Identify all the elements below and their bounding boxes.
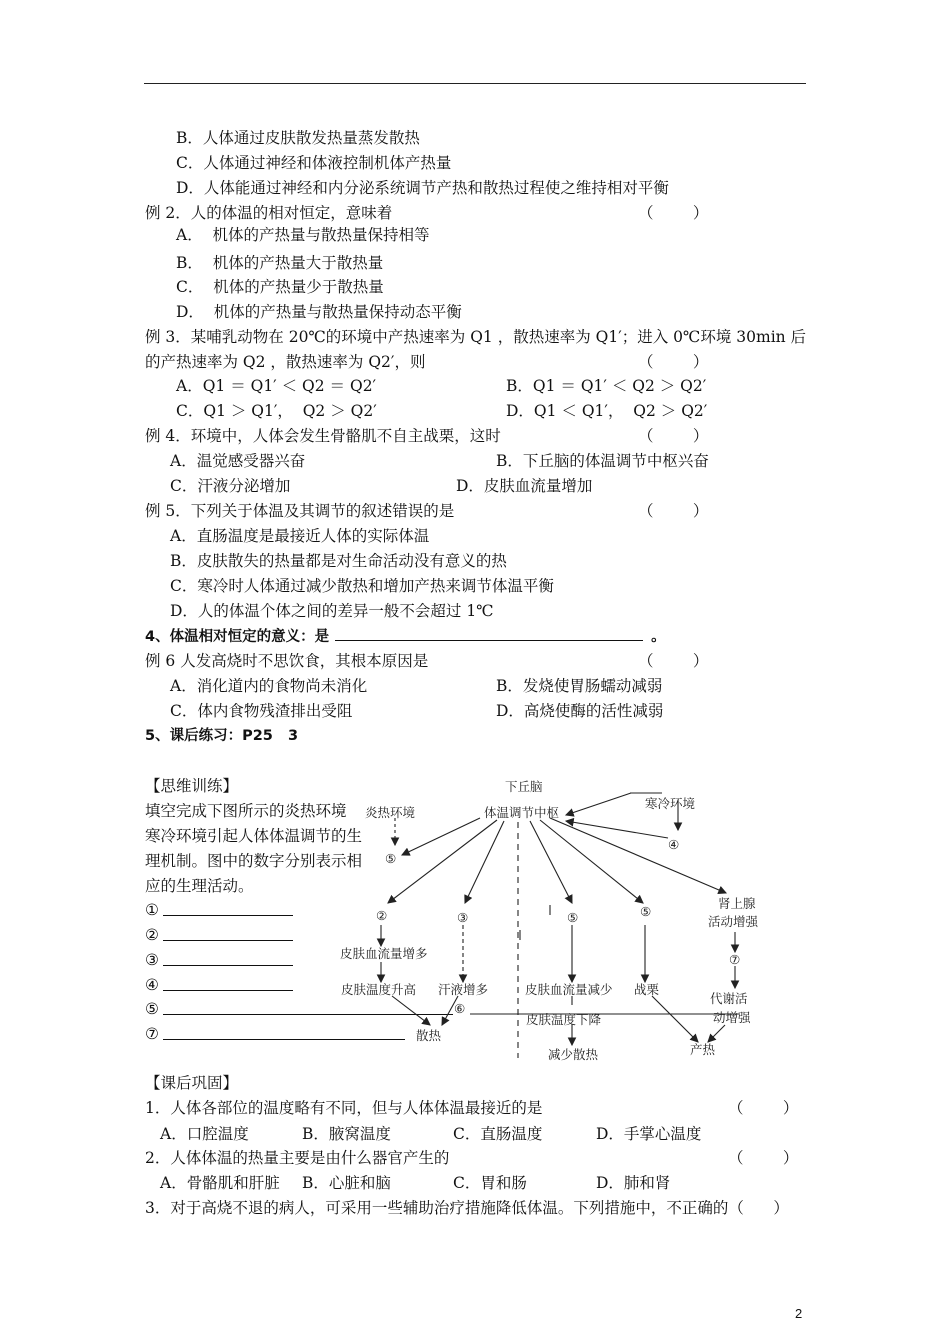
ex6-option-a: A．消化道内的食物尚未消化 <box>170 677 368 695</box>
ex6-option-d: D．高烧使酶的活性减弱 <box>496 702 664 720</box>
ex4-option-d: D．皮肤血流量增加 <box>456 477 593 495</box>
review-q1-d: D．手掌心温度 <box>596 1125 702 1143</box>
diagram-adrenal: 肾上腺 <box>718 896 756 911</box>
blank-label-5: ⑤ <box>145 1000 159 1018</box>
ex5-paren: （ ） <box>638 502 709 520</box>
blank-label-2: ② <box>145 926 159 944</box>
diagram-n7: ⑦ <box>729 952 741 967</box>
diagram-hypothalamus: 下丘脑 <box>505 779 543 794</box>
ex4-paren: （ ） <box>638 427 709 445</box>
diagram-n5b: ⑤ <box>567 910 579 925</box>
page-number: 2 <box>795 1306 803 1321</box>
ex3-paren: （ ） <box>638 353 709 371</box>
q1-option-c: C．人体通过神经和体液控制机体产热量 <box>176 154 452 172</box>
diagram-adrenal-2: 活动增强 <box>708 914 759 929</box>
section4-end: 。 <box>651 629 666 645</box>
arrow-center-5a <box>402 818 480 855</box>
diagram-shiver: 战栗 <box>634 982 660 997</box>
q1-option-d: D．人体能通过神经和内分泌系统调节产热和散热过程使之维持相对平衡 <box>176 179 669 197</box>
ex5-option-d: D．人的体温个体之间的差异一般不会超过 1℃ <box>170 602 494 620</box>
ex4-stem: 例 4．环境中，人体会发生骨骼肌不自主战栗，这时 <box>145 427 501 445</box>
arrow-cold-center <box>566 793 631 815</box>
section4-label: 4、体温相对恒定的意义：是 <box>145 629 330 645</box>
blank-label-1: ① <box>145 901 159 919</box>
diagram-skin-blood-up: 皮肤血流量增多 <box>340 946 428 961</box>
arrow-shiver-heat <box>652 996 698 1042</box>
ex6-stem: 例 6 人发高烧时不思饮食，其根本原因是 <box>145 652 429 670</box>
diagram-sweat-up: 汗液增多 <box>438 982 489 997</box>
blank-label-3: ③ <box>145 951 159 969</box>
diagram-n2: ② <box>376 908 388 923</box>
diagram-n4: ④ <box>668 837 680 852</box>
ex3-option-a: A．Q1 ＝ Q1′ ＜ Q2 ＝ Q2′ <box>176 377 377 395</box>
diagram-metab-1: 代谢活 <box>710 991 748 1006</box>
review-q1-c: C．直肠温度 <box>453 1125 543 1143</box>
ex3-line2: 的产热速率为 Q2 ，散热速率为 Q2′，则 <box>145 353 426 371</box>
review-q2-a: A．骨骼肌和肝脏 <box>160 1174 280 1192</box>
diagram-heat-loss: 散热 <box>416 1028 442 1043</box>
diagram-less-heat-loss: 减少散热 <box>548 1047 599 1062</box>
thinking-line-2: 寒冷环境引起人体体温调节的生 <box>145 827 363 845</box>
diagram-n5c: ⑤ <box>640 904 652 919</box>
review-q2-b: B．心脏和脑 <box>302 1174 391 1192</box>
arrow-center-5c <box>540 820 643 903</box>
ex4-option-a: A．温觉感受器兴奋 <box>170 452 306 470</box>
review-q1-stem: 1．人体各部位的温度略有不同，但与人体体温最接近的是 <box>145 1099 543 1117</box>
ex6-option-b: B．发烧使胃肠蠕动减弱 <box>496 677 663 695</box>
ex2-paren: （ ） <box>638 204 709 222</box>
arrow-4-center <box>566 821 668 838</box>
diagram-metab-2: 动增强 <box>713 1010 751 1025</box>
section5-heading: 5、课后练习：P25 3 <box>145 728 299 744</box>
ex3-option-c: C．Q1 ＞ Q1′， Q2 ＞ Q2′ <box>176 402 377 420</box>
arrow-center-adrenal <box>550 818 726 893</box>
thinking-line-3: 理机制。图中的数字分别表示相 <box>145 852 363 870</box>
ex5-option-a: A．直肠温度是最接近人体的实际体温 <box>170 527 430 545</box>
diagram-hot-env: 炎热环境 <box>365 805 416 820</box>
review-q2-d: D．肺和肾 <box>596 1174 671 1192</box>
diagram-skin-blood-down: 皮肤血流量减少 <box>525 982 613 997</box>
blank-label-7: ⑦ <box>145 1025 159 1043</box>
arrow-center-5b <box>530 821 572 903</box>
diagram-heat-prod: 产热 <box>690 1042 716 1057</box>
diagram-skin-temp-down: 皮肤温度下降 <box>526 1012 602 1027</box>
diagram-skin-temp-up: 皮肤温度升高 <box>341 982 417 997</box>
review-q2-paren: （ ） <box>728 1149 799 1167</box>
diagram-center: 体温调节中枢 <box>484 805 560 820</box>
blank-label-4: ④ <box>145 976 159 994</box>
ex2-option-b: B． 机体的产热量大于散热量 <box>176 254 384 272</box>
ex2-option-d: D． 机体的产热量与散热量保持动态平衡 <box>176 303 462 321</box>
arrow-center-2 <box>388 820 497 903</box>
review-q1-a: A．口腔温度 <box>160 1125 249 1143</box>
arrow-center-3 <box>465 821 504 903</box>
ex4-option-c: C．汗液分泌增加 <box>170 477 291 495</box>
q1-option-b: B．人体通过皮肤散发热量蒸发散热 <box>176 129 420 147</box>
ex2-option-a: A． 机体的产热量与散热量保持相等 <box>176 226 430 244</box>
ex3-option-b: B．Q1 ＝ Q1′ ＜ Q2 ＞ Q2′ <box>506 377 707 395</box>
review-q1-b: B．腋窝温度 <box>302 1125 391 1143</box>
thinking-line-4: 应的生理活动。 <box>145 877 254 895</box>
diagram-cold-env: 寒冷环境 <box>645 796 696 811</box>
thinking-line-1: 填空完成下图所示的炎热环境 <box>145 802 347 820</box>
thinking-title: 【思维训练】 <box>145 777 239 795</box>
arrow-temp-heatloss <box>392 996 430 1025</box>
ex5-option-c: C．寒冷时人体通过减少散热和增加产热来调节体温平衡 <box>170 577 554 595</box>
ex3-option-d: D．Q1 ＜ Q1′， Q2 ＞ Q2′ <box>506 402 708 420</box>
review-q1-paren: （ ） <box>728 1099 799 1117</box>
ex6-paren: （ ） <box>638 652 709 670</box>
ex2-stem: 例 2．人的体温的相对恒定，意味着 <box>145 204 393 222</box>
diagram-n6: ⑥ <box>454 1001 466 1016</box>
ex6-option-c: C．体内食物残渣排出受阻 <box>170 702 353 720</box>
review-title: 【课后巩固】 <box>145 1074 239 1092</box>
ex3-line1: 例 3．某哺乳动物在 20℃的环境中产热速率为 Q1 ，散热速率为 Q1′；进入 0℃环境 30min 后 <box>145 328 807 346</box>
review-q2-stem: 2．人体体温的热量主要是由什么器官产生的 <box>145 1149 450 1167</box>
review-q2-c: C．胃和肠 <box>453 1174 527 1192</box>
ex4-option-b: B．下丘脑的体温调节中枢兴奋 <box>496 452 709 470</box>
ex5-option-b: B．皮肤散失的热量都是对生命活动没有意义的热 <box>170 552 507 570</box>
ex2-option-c: C． 机体的产热量少于散热量 <box>176 278 384 296</box>
review-q3-stem: 3．对于高烧不退的病人，可采用一些辅助治疗措施降低体温。下列措施中，不正确的（ ） <box>145 1199 789 1217</box>
diagram-n3: ③ <box>457 910 469 925</box>
diagram-n5a: ⑤ <box>385 851 397 866</box>
arrow-metab-heat <box>708 1025 725 1042</box>
ex5-stem: 例 5．下列关于体温及其调节的叙述错误的是 <box>145 502 455 520</box>
